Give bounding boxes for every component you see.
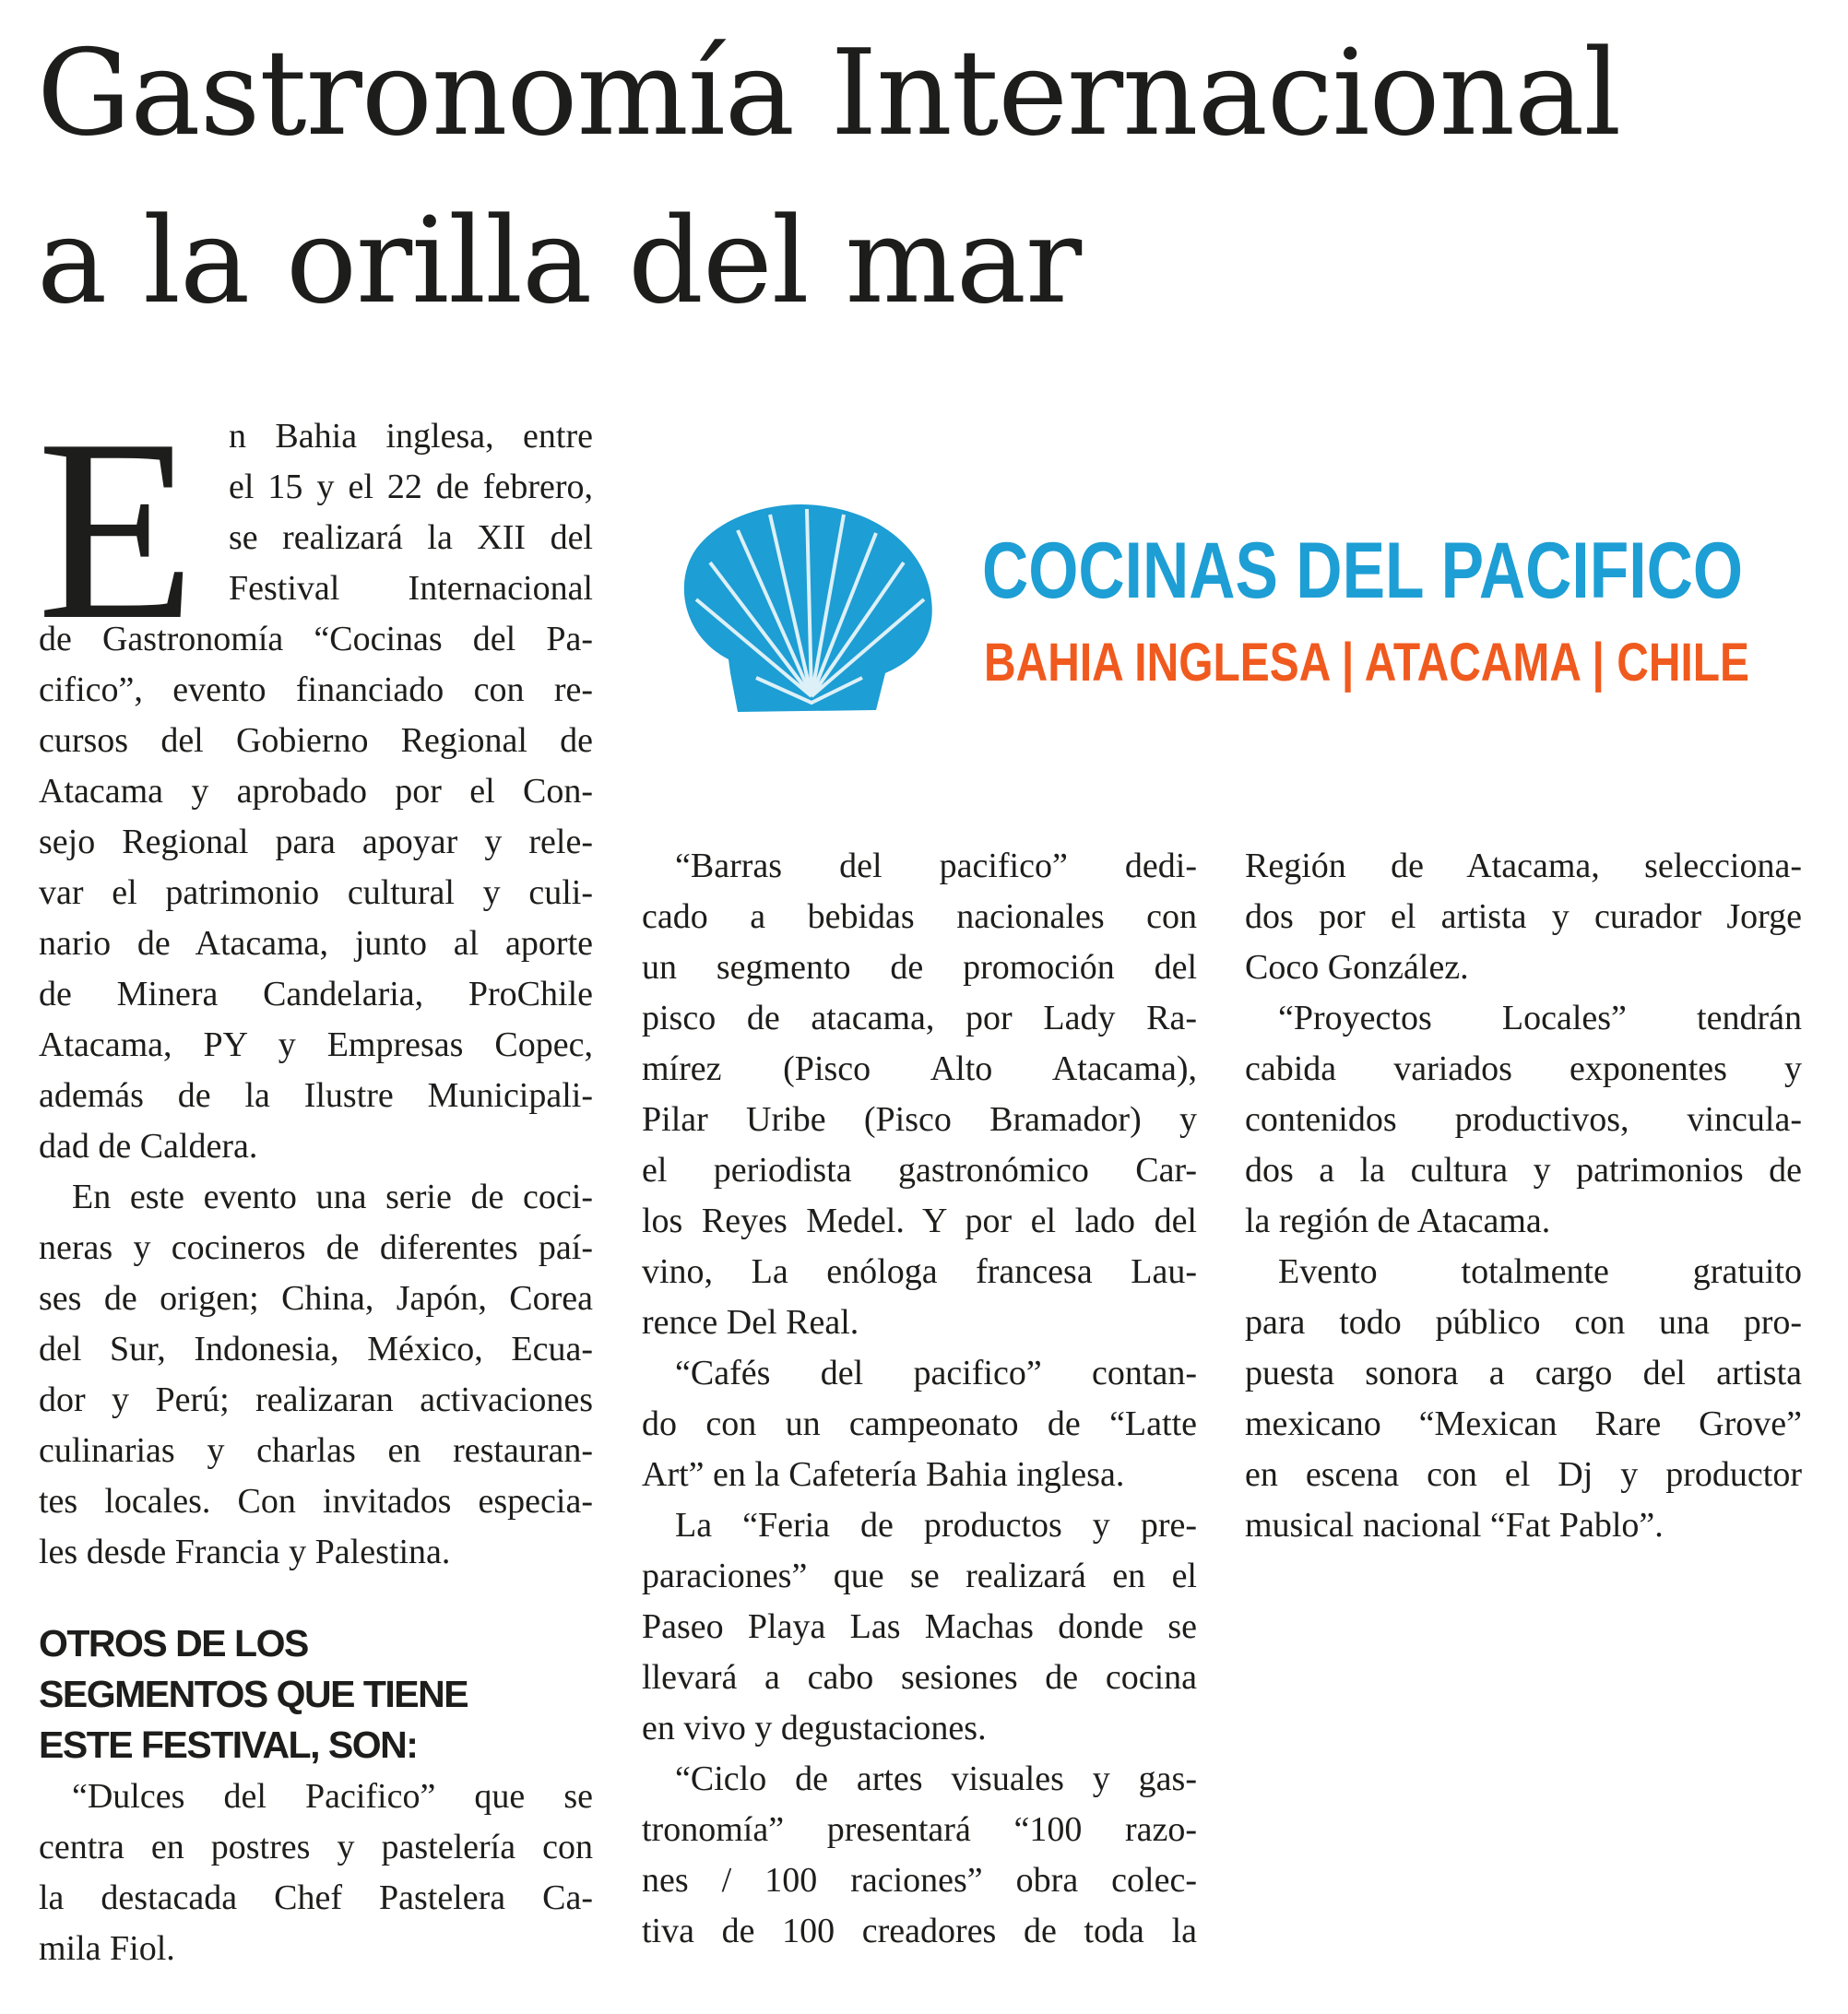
text-line: en escena con el Dj y productor <box>1245 1455 1802 1494</box>
cocinas-del-pacifico-logo <box>673 498 1761 724</box>
text-line: do con un campeonato de “Latte <box>642 1404 1197 1443</box>
text-line: Evento totalmente gratuito <box>1278 1252 1802 1291</box>
text-line: paraciones” que se realizará en el <box>642 1557 1197 1595</box>
text-line: de Gastronomía “Cocinas del Pa- <box>39 620 593 658</box>
text-line: tronomía” presentará “100 razo- <box>642 1810 1197 1849</box>
text-line: mila Fiol. <box>39 1929 175 1968</box>
text-line: la destacada Chef Pastelera Ca- <box>39 1878 593 1917</box>
text-line: cabida variados exponentes y <box>1245 1049 1802 1088</box>
text-line: culinarias y charlas en restauran- <box>39 1431 593 1470</box>
text-line: mírez (Pisco Alto Atacama), <box>642 1049 1197 1088</box>
text-line: para todo público con una pro- <box>1245 1303 1802 1342</box>
column-1-continued <box>39 1771 593 1974</box>
text-line: Atacama, PY y Empresas Copec, <box>39 1025 593 1064</box>
paragraph <box>39 1771 593 1974</box>
scallop-shell-icon <box>684 504 932 712</box>
column-1-body <box>39 411 593 1578</box>
text-line: Atacama y aprobado por el Con- <box>39 772 593 811</box>
text-line: cado a bebidas nacionales con <box>642 897 1197 936</box>
logo-name: COCINAS DEL PACIFICO <box>982 527 1743 615</box>
text-line: rence Del Real. <box>642 1303 859 1342</box>
text-line: “Barras del pacifico” dedi- <box>675 847 1197 885</box>
paragraph <box>642 1754 1197 1957</box>
text-line: mexicano “Mexican Rare Grove” <box>1245 1404 1802 1443</box>
subheading-line: SEGMENTOS QUE TIENE <box>39 1673 468 1715</box>
text-line: se realizará la XII del <box>229 518 593 557</box>
text-line: var el patrimonio cultural y culi- <box>39 873 593 912</box>
text-line: el periodista gastronómico Car- <box>642 1151 1197 1190</box>
text-line: n Bahia inglesa, entre <box>229 417 593 456</box>
text-line: Pilar Uribe (Pisco Bramador) y <box>642 1100 1197 1139</box>
paragraph <box>642 1500 1197 1754</box>
paragraph <box>1245 841 1802 993</box>
drop-cap: E <box>37 385 196 673</box>
text-line: nario de Atacama, junto al aporte <box>39 924 593 963</box>
text-line: En este evento una serie de coci- <box>72 1178 593 1216</box>
text-line: La “Feria de productos y pre- <box>675 1506 1197 1545</box>
text-line: vino, La enóloga francesa Lau- <box>642 1252 1197 1291</box>
paragraph <box>1245 993 1802 1247</box>
paragraph <box>39 411 593 1172</box>
text-line: además de la Ilustre Municipali- <box>39 1076 593 1115</box>
text-line: de Minera Candelaria, ProChile <box>39 975 593 1013</box>
text-line: “Dulces del Pacifico” que se <box>72 1777 593 1816</box>
text-line: dos a la cultura y patrimonios de <box>1245 1151 1802 1190</box>
text-line: Coco González. <box>1245 948 1469 987</box>
text-line: puesta sonora a cargo del artista <box>1245 1354 1802 1392</box>
text-line: dad de Caldera. <box>39 1127 258 1166</box>
text-line: neras y cocineros de diferentes paí- <box>39 1228 593 1267</box>
text-line: “Ciclo de artes visuales y gas- <box>675 1759 1197 1798</box>
text-line: tiva de 100 creadores de toda la <box>642 1912 1197 1950</box>
logo-tagline: BAHIA INGLESA | ATACAMA | CHILE <box>984 633 1749 693</box>
paragraph <box>39 1172 593 1578</box>
text-line: “Cafés del pacifico” contan- <box>675 1354 1197 1392</box>
text-line: dos por el artista y curador Jorge <box>1245 897 1802 936</box>
text-line: del Sur, Indonesia, México, Ecua- <box>39 1330 593 1368</box>
text-line: tes locales. Con invitados especia- <box>39 1482 593 1521</box>
text-line: el 15 y el 22 de febrero, <box>229 468 593 506</box>
text-line: pisco de atacama, por Lady Ra- <box>642 999 1197 1037</box>
text-line: ses de origen; China, Japón, Corea <box>39 1279 593 1318</box>
text-line: dor y Perú; realizaran activaciones <box>39 1380 593 1419</box>
subheading-line: ESTE FESTIVAL, SON: <box>39 1724 418 1766</box>
text-line: en vivo y degustaciones. <box>642 1709 987 1747</box>
text-line: cursos del Gobierno Regional de <box>39 721 593 760</box>
text-line: Art” en la Cafetería Bahia inglesa. <box>642 1455 1125 1494</box>
headline-line-1: Gastronomía Internacional <box>37 25 1621 162</box>
text-line: sejo Regional para apoyar y rele- <box>39 823 593 861</box>
text-line: musical nacional “Fat Pablo”. <box>1245 1506 1664 1545</box>
headline-line-2: a la orilla del mar <box>37 193 1082 330</box>
subheading <box>39 1618 610 1771</box>
text-line: cifico”, evento financiado con re- <box>39 670 593 709</box>
subheading-line: OTROS DE LOS <box>39 1622 308 1665</box>
column-3-body <box>1245 841 1802 1551</box>
paragraph <box>642 1348 1197 1500</box>
text-line: la región de Atacama. <box>1245 1202 1551 1240</box>
paragraph <box>642 841 1197 1348</box>
text-line: Región de Atacama, selecciona- <box>1245 847 1802 885</box>
text-line: llevará a cabo sesiones de cocina <box>642 1658 1197 1697</box>
text-line: Festival Internacional <box>229 569 593 608</box>
text-line: los Reyes Medel. Y por el lado del <box>642 1202 1197 1240</box>
column-2-body <box>642 841 1197 1957</box>
paragraph <box>1245 1247 1802 1551</box>
text-line: nes / 100 raciones” obra colec- <box>642 1861 1197 1900</box>
text-line: centra en postres y pastelería con <box>39 1828 593 1866</box>
text-line: un segmento de promoción del <box>642 948 1197 987</box>
text-line: Paseo Playa Las Machas donde se <box>642 1607 1197 1646</box>
text-line: les desde Francia y Palestina. <box>39 1533 451 1571</box>
text-line: “Proyectos Locales” tendrán <box>1278 999 1802 1037</box>
text-line: contenidos productivos, vincula- <box>1245 1100 1802 1139</box>
